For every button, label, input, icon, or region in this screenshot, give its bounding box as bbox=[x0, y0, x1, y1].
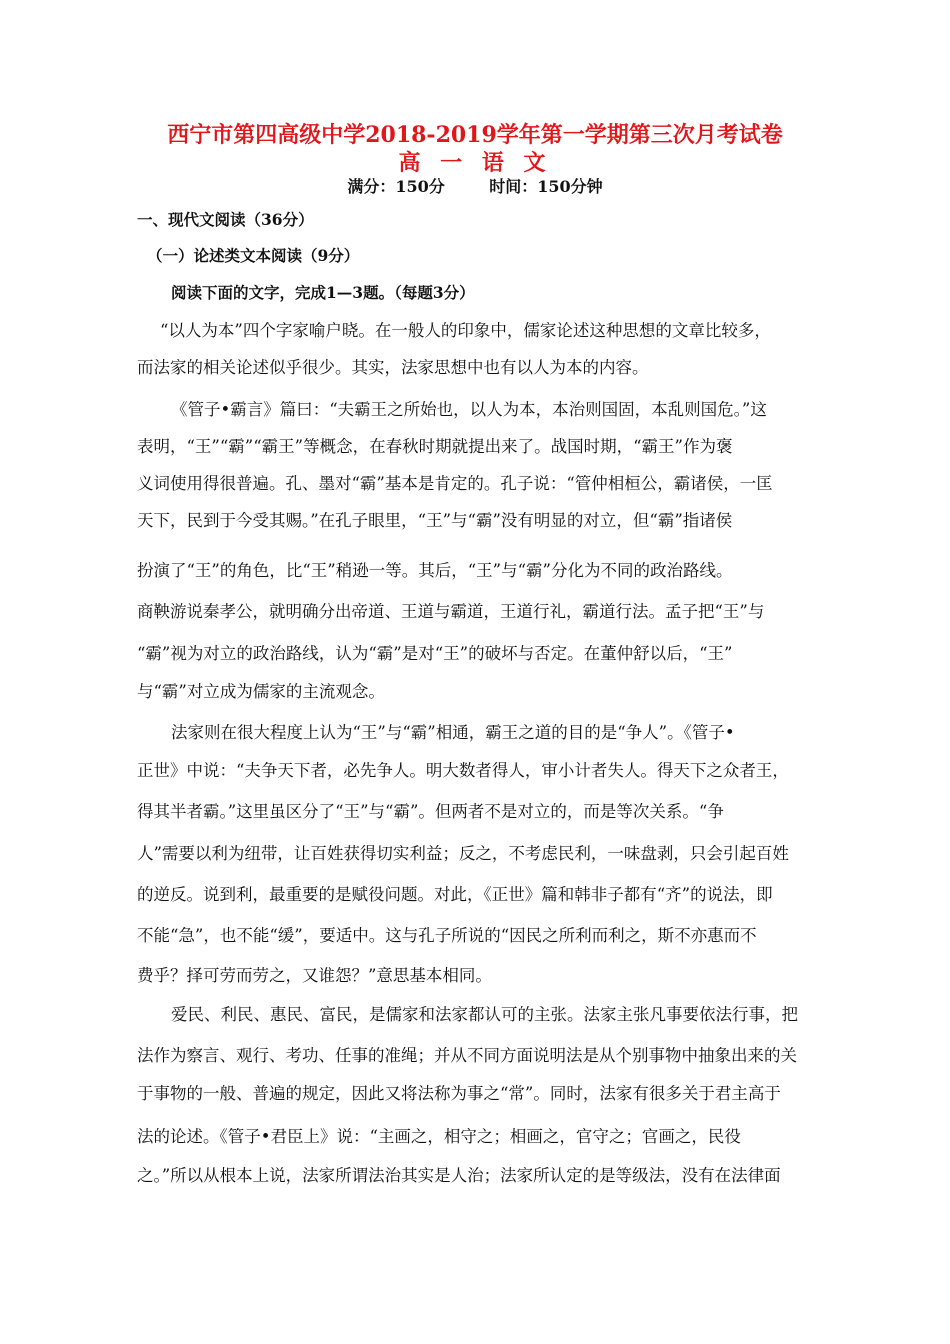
exam-title: 西宁市第四高级中学2018-2019学年第一学期第三次月考试卷 bbox=[167, 122, 783, 148]
text-line: 的逆反。说到利，最重要的是赋役问题。对此，《正世》篇和韩非子都有“齐”的说法，即 bbox=[137, 885, 773, 904]
text-line: 之。”所以从根本上说，法家所谓法治其实是人治；法家所认定的是等级法，没有在法律面 bbox=[137, 1166, 781, 1185]
text-line: 不能“急”，也不能“缓”，要适中。这与孔子所说的“因民之所利而利之，斯不亦惠而不 bbox=[137, 926, 757, 945]
text-line: “以人为本”四个字家喻户晓。在一般人的印象中，儒家论述这种思想的文章比较多， bbox=[160, 321, 771, 340]
score-time-info: 满分：150分 时间：150分钟 bbox=[347, 177, 603, 196]
text-line: 与“霸”对立成为儒家的主流观念。 bbox=[137, 682, 385, 701]
text-line: 而法家的相关论述似乎很少。其实，法家思想中也有以人为本的内容。 bbox=[137, 358, 649, 377]
text-line: 得其半者霸。”这里虽区分了“王”与“霸”。但两者不是对立的，而是等次关系。“争 bbox=[137, 802, 724, 821]
section-heading: 一、现代文阅读（36分） bbox=[137, 210, 314, 229]
text-line: 人”需要以利为纽带，让百姓获得切实利益；反之，不考虑民利，一味盘剥，只会引起百姓 bbox=[137, 844, 789, 863]
subject-title: 高 一 语 文 bbox=[398, 150, 552, 176]
text-line: 法作为察言、观行、考功、任事的准绳；并从不同方面说明法是从个别事物中抽象出来的关 bbox=[137, 1046, 797, 1065]
text-line: 义词使用得很普遍。孔、墨对“霸”基本是肯定的。孔子说：“管仲相桓公，霸诸侯，一匡 bbox=[137, 474, 773, 493]
text-line: 爱民、利民、惠民、富民，是儒家和法家都认可的主张。法家主张凡事要依法行事，把 bbox=[171, 1005, 798, 1024]
text-line: 费乎？择可劳而劳之，又谁怨？”意思基本相同。 bbox=[137, 966, 492, 985]
text-line: 天下，民到于今受其赐。”在孔子眼里，“王”与“霸”没有明显的对立，但“霸”指诸侯 bbox=[137, 511, 733, 530]
text-line: 法的论述。《管子•君臣上》说：“主画之，相守之；相画之，官守之；官画之，民役 bbox=[137, 1127, 741, 1146]
text-line: 商鞅游说秦孝公，就明确分出帝道、王道与霸道，王道行礼，霸道行法。孟子把“王”与 bbox=[137, 602, 765, 621]
text-line: 《管子•霸言》篇曰：“夫霸王之所始也，以人为本，本治则国固，本乱则国危。”这 bbox=[171, 400, 767, 419]
text-line: “霸”视为对立的政治路线，认为“霸”是对“王”的破坏与否定。在董仲舒以后，“王” bbox=[137, 644, 733, 663]
text-line: 于事物的一般、普遍的规定，因此又将法称为事之“常”。同时，法家有很多关于君主高于 bbox=[137, 1084, 781, 1103]
subsection-heading: （一）论述类文本阅读（9分） bbox=[147, 246, 360, 265]
text-line: 法家则在很大程度上认为“王”与“霸”相通，霸王之道的目的是“争人”。《管子• bbox=[171, 723, 735, 742]
text-line: 扮演了“王”的角色，比“王”稍逊一等。其后，“王”与“霸”分化为不同的政治路线。 bbox=[137, 561, 733, 580]
text-line: 表明，“王”“霸”“霸王”等概念，在春秋时期就提出来了。战国时期，“霸王”作为褒 bbox=[137, 437, 733, 456]
text-line: 正世》中说：“夫争天下者，必先争人。明大数者得人，审小计者失人。得天下之众者王， bbox=[137, 761, 789, 780]
reading-instruction: 阅读下面的文字，完成1—3题。（每题3分） bbox=[171, 283, 475, 302]
